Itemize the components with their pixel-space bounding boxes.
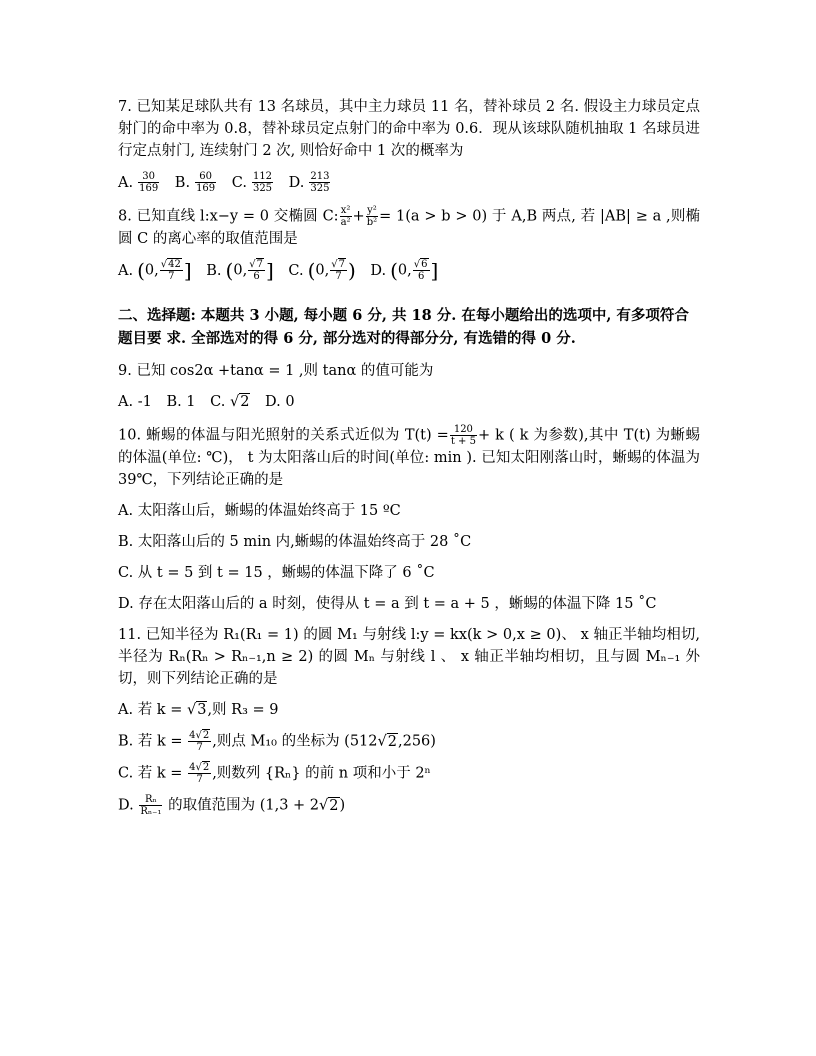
section-2-title: 二、选择题: 本题共 3 小题, 每小题 6 分, 共 18 分. 在每小题给出的选项中, 有多项符合题目要 求. 全部选对的得 6 分, 部分选对的得部分分, 有选错的得 0 分. <box>118 307 689 347</box>
q9-option-b[interactable]: B. 1 <box>166 394 196 410</box>
q8-option-c[interactable]: C. (0, $\frac{√7}{7}$ ) <box>288 258 356 283</box>
question-7-options <box>118 171 700 194</box>
exam-page <box>118 96 700 826</box>
q11-option-b[interactable]: B. 若 k = $\frac{4√2}{7}$ ,则点 M₁₀ 的坐标为 (512√2,256) <box>118 730 436 753</box>
question-8-stem: 8. 已知直线 l:x−y = 0 交椭圆 C: $\frac{\text{x²}}{\text{a²}}$ + $\frac{\text{y²}}{\text{b²}}$ = 1(a > b > 0) 于 A,B 两点, 若 |AB| ≥ a ,则椭圆 C 的离心率的取值范围是 <box>118 205 700 247</box>
q9-option-d[interactable]: D. 0 <box>265 394 295 410</box>
q11-option-d[interactable]: D. $\frac{\text{Rₙ}}{\text{Rₙ₋₁}}$ 的取值范围为 (1,3 + 2√2) <box>118 794 346 817</box>
question-11-stem: 11. 已知半径为 R₁(R₁ = 1) 的圆 M₁ 与射线 l:y = kx(k > 0,x ≥ 0)、 x 轴正半轴均相切, 半径为 Rₙ(Rₙ > Rₙ₋₁,n ≥ 2) 的圆 Mₙ 与射线 l 、 x 轴正半轴均相切，且与圆 Mₙ₋₁ 外切，则下列结论正确的是 <box>118 627 700 687</box>
q10-option-a[interactable]: A. 太阳落山后，蜥蜴的体温始终高于 15 ºC <box>118 503 401 519</box>
q9-option-c[interactable]: C. √2 <box>210 394 250 410</box>
q8-option-a[interactable]: A. (0, $\frac{√42}{7}$ ] <box>118 258 192 283</box>
q7-option-c[interactable]: C. $\frac{112}{325}$ <box>231 171 273 194</box>
q7-option-d[interactable]: D. $\frac{213}{325}$ <box>288 171 330 194</box>
question-8-options <box>118 259 700 282</box>
q11-option-c[interactable]: C. 若 k = $\frac{4√2}{7}$ ,则数列 {Rₙ} 的前 n 项和小于 2ⁿ <box>118 762 431 785</box>
q8-option-d[interactable]: D. (0, $\frac{√6}{6}$ ] <box>370 258 439 283</box>
q8-option-b[interactable]: B. (0, $\frac{√7}{6}$ ] <box>206 258 274 283</box>
question-7-stem: 7. 已知某足球队共有 13 名球员，其中主力球员 11 名，替补球员 2 名. 假设主力球员定点射门的命中率为 0.8，替补球员定点射门的命中率为 0.6．现从该球队随机抽取 1 名球员进行定点射门, 连续射门 2 次, 则恰好命中 1 次的概率为 <box>118 99 700 159</box>
question-9-options <box>118 391 700 413</box>
q10-option-d[interactable]: D. 存在太阳落山后的 a 时刻，使得从 t = a 到 t = a + 5 ，蜥蜴的体温下降 15 ˚C <box>118 596 657 612</box>
q10-option-c[interactable]: C. 从 t = 5 到 t = 15 ，蜥蜴的体温下降了 6 ˚C <box>118 565 435 581</box>
q7-option-b[interactable]: B. $\frac{60}{169}$ <box>174 171 216 194</box>
question-10-stem: 10. 蜥蜴的体温与阳光照射的关系式近似为 T(t) = $\frac{120}{t + 5}$ + k ( k 为参数),其中 T(t) 为蜥蜴的体温(单位: ℃)， t 为太阳落山后的时间(单位: min ). 已知太阳刚落山时，蜥蜴的体温为 39℃，下列结论正确的是 <box>118 424 700 488</box>
q10-option-b[interactable]: B. 太阳落山后的 5 min 内,蜥蜴的体温始终高于 28 ˚C <box>118 534 472 550</box>
q9-option-a[interactable]: A. -1 <box>118 394 152 410</box>
q7-option-a[interactable]: A. $\frac{30}{169}$ <box>118 171 159 194</box>
q11-option-a[interactable]: A. 若 k = √3,则 R₃ = 9 <box>118 702 279 718</box>
question-9-stem: 9. 已知 cos2α +tanα = 1 ,则 tanα 的值可能为 <box>118 363 434 379</box>
